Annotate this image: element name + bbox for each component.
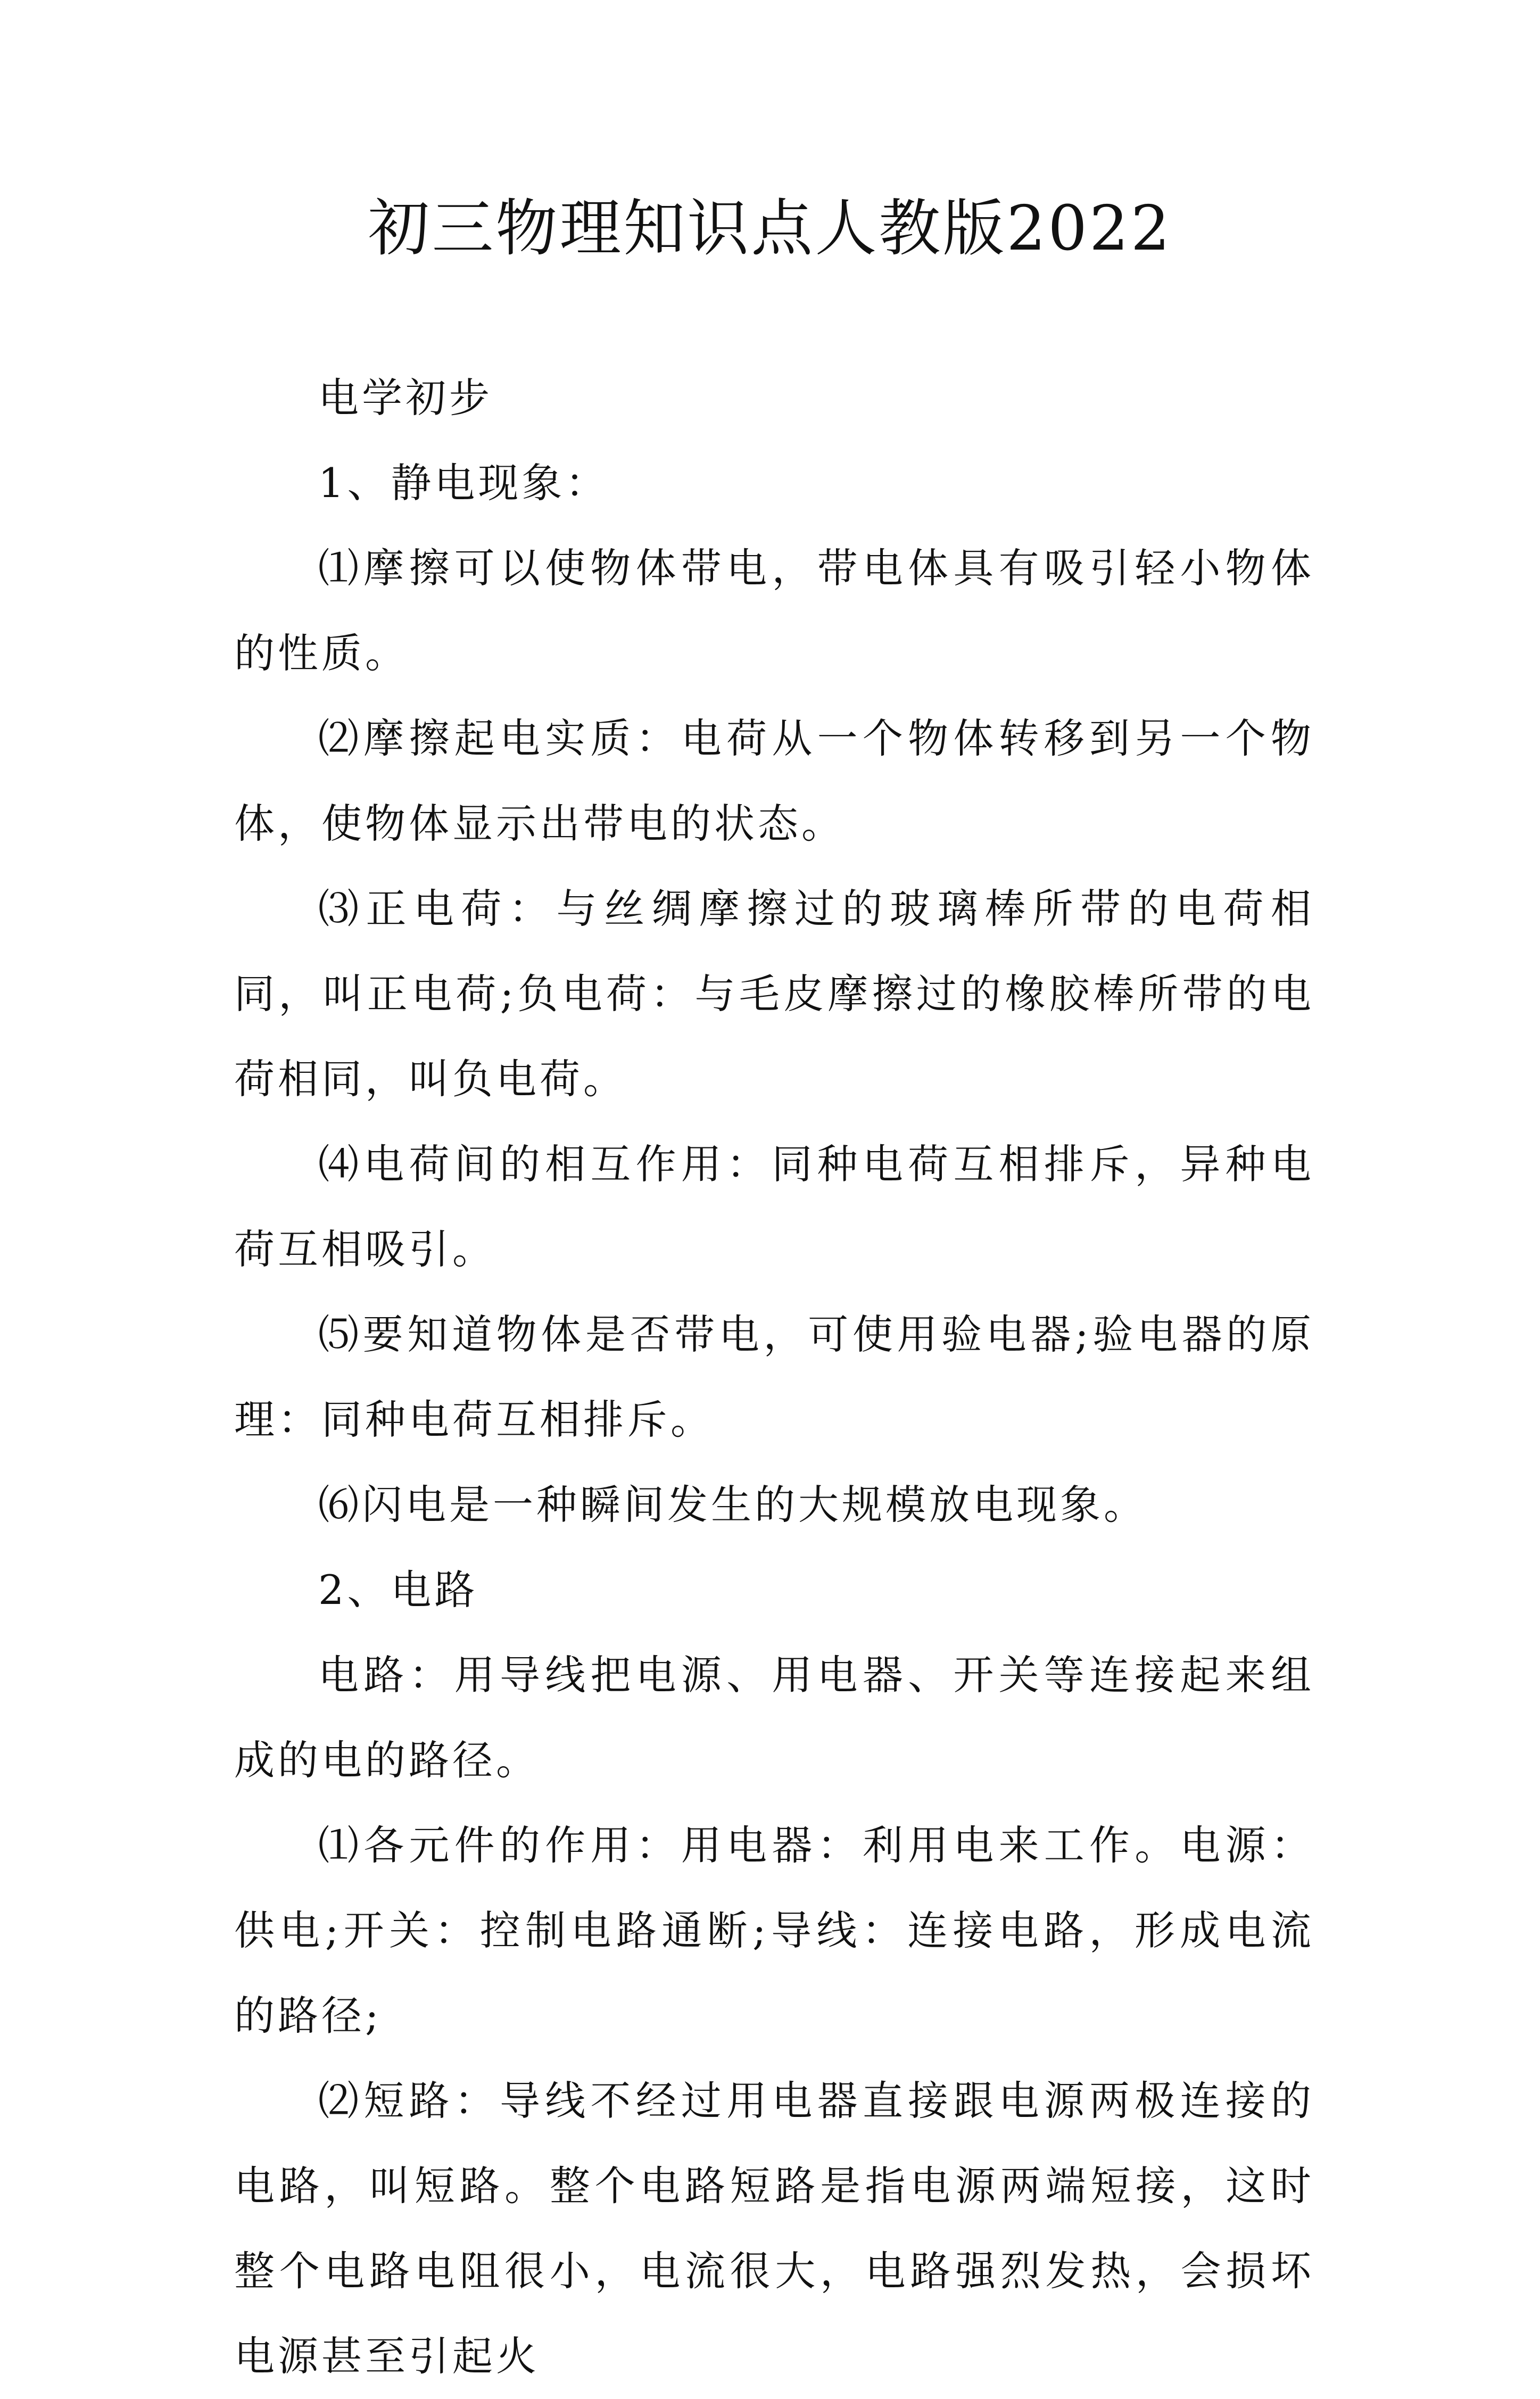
paragraph: 电路：用导线把电源、用电器、开关等连接起来组成的电的路径。 [234, 1651, 1314, 1784]
paragraph: ⑷电荷间的相互作用：同种电荷互相排斥，异种电荷互相吸引。 [234, 1140, 1314, 1273]
document-body [234, 355, 1314, 2399]
paragraph: ⑶正电荷：与丝绸摩擦过的玻璃棒所带的电荷相同，叫正电荷;负电荷：与毛皮摩擦过的橡胶棒所带的电荷相同，叫负电荷。 [234, 885, 1314, 1103]
paragraph: ⑹闪电是一种瞬间发生的大规模放电现象。 [318, 1481, 1147, 1528]
paragraph: ⑵摩擦起电实质：电荷从一个物体转移到另一个物体，使物体显示出带电的状态。 [234, 715, 1314, 847]
paragraph: ⑵短路：导线不经过用电器直接跟电源两极连接的电路，叫短路。整个电路短路是指电源两端短接，这时整个电路电阻很小，电流很大，电路强烈发热，会损坏电源甚至引起火 [234, 2077, 1314, 2380]
subsection-heading: 1、静电现象： [318, 459, 609, 507]
subsection-heading: 2、电路 [318, 1566, 478, 1614]
paragraph: ⑴摩擦可以使物体带电，带电体具有吸引轻小物体的性质。 [234, 544, 1314, 677]
section-heading: 电学初步 [318, 374, 493, 421]
document-title: 初三物理知识点人教版2022 [368, 193, 1172, 264]
paragraph: ⑸要知道物体是否带电，可使用验电器;验电器的原理：同种电荷互相排斥。 [234, 1311, 1314, 1443]
paragraph: ⑴各元件的作用：用电器：利用电来工作。电源：供电;开关：控制电路通断;导线：连接电路，形成电流的路径; [234, 1822, 1314, 2039]
